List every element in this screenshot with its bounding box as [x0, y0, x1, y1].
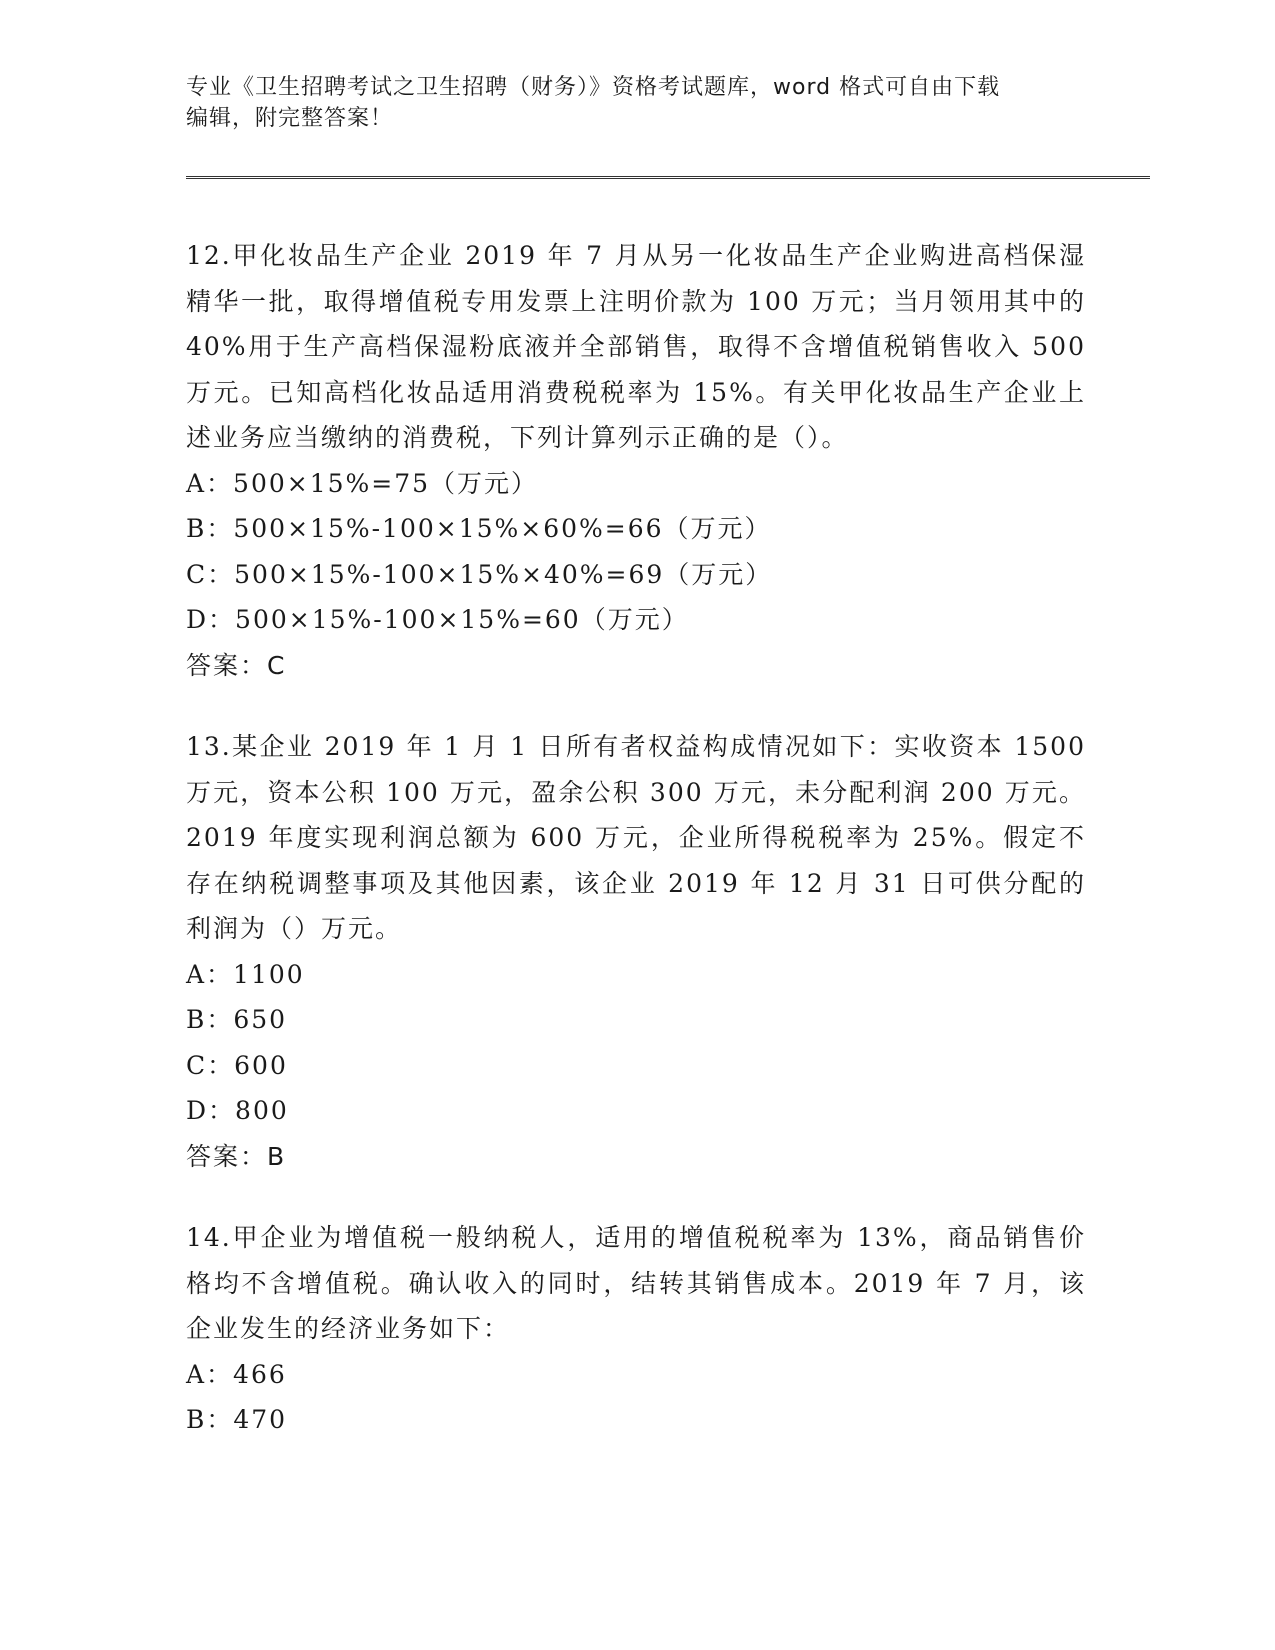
option-a: A：1100: [186, 959, 305, 989]
option-c: C：600: [186, 1050, 288, 1080]
header-line-2: 编辑，附完整答案！: [186, 106, 394, 131]
question-13: [186, 724, 1086, 1179]
option-a: A：500×15%=75（万元）: [186, 468, 539, 498]
option-b: B：500×15%-100×15%×60%=66（万元）: [186, 514, 772, 543]
option-b: B：650: [186, 1005, 288, 1034]
header-line-1: 专业《卫生招聘考试之卫生招聘（财务）》资格考试题库，word 格式可自由下载: [186, 75, 1001, 100]
option-b: B：470: [186, 1405, 288, 1434]
question-14: [186, 1215, 1086, 1443]
question-12: [186, 233, 1086, 688]
question-text: 14.甲企业为增值税一般纳税人，适用的增值税税率为 13%，商品销售价格均不含增值税。确认收入的同时，结转其销售成本。2019 年 7 月，该企业发生的经济业务如下：: [186, 1223, 1086, 1343]
option-d: D：800: [186, 1096, 289, 1125]
option-c: C：500×15%-100×15%×40%=69（万元）: [186, 559, 773, 589]
answer: 答案：C: [186, 650, 287, 680]
option-a: A：466: [186, 1359, 287, 1389]
question-list: [186, 233, 1086, 1479]
answer: 答案：B: [186, 1141, 287, 1171]
document-header: [186, 72, 1066, 134]
header-divider: [186, 176, 1150, 179]
option-d: D：500×15%-100×15%=60（万元）: [186, 605, 689, 634]
question-text: 12.甲化妆品生产企业 2019 年 7 月从另一化妆品生产企业购进高档保湿精华一批，取得增值税专用发票上注明价款为 100 万元；当月领用其中的 40%用于生产高档保湿粉底液并全部销售，取得不含增值税销售收入 500 万元。已知高档化妆品适用消费税税率为 15%。有关甲化妆品生产企业上述业务应当缴纳的消费税，下列计算列示正确的是（）。: [186, 241, 1086, 452]
question-text: 13.某企业 2019 年 1 月 1 日所有者权益构成情况如下：实收资本 1500 万元，资本公积 100 万元，盈余公积 300 万元，未分配利润 200 万元。2019 年度实现利润总额为 600 万元，企业所得税税率为 25%。假定不存在纳税调整事项及其他因素，该企业 2019 年 12 月 31 日可供分配的利润为（）万元。: [186, 732, 1086, 943]
